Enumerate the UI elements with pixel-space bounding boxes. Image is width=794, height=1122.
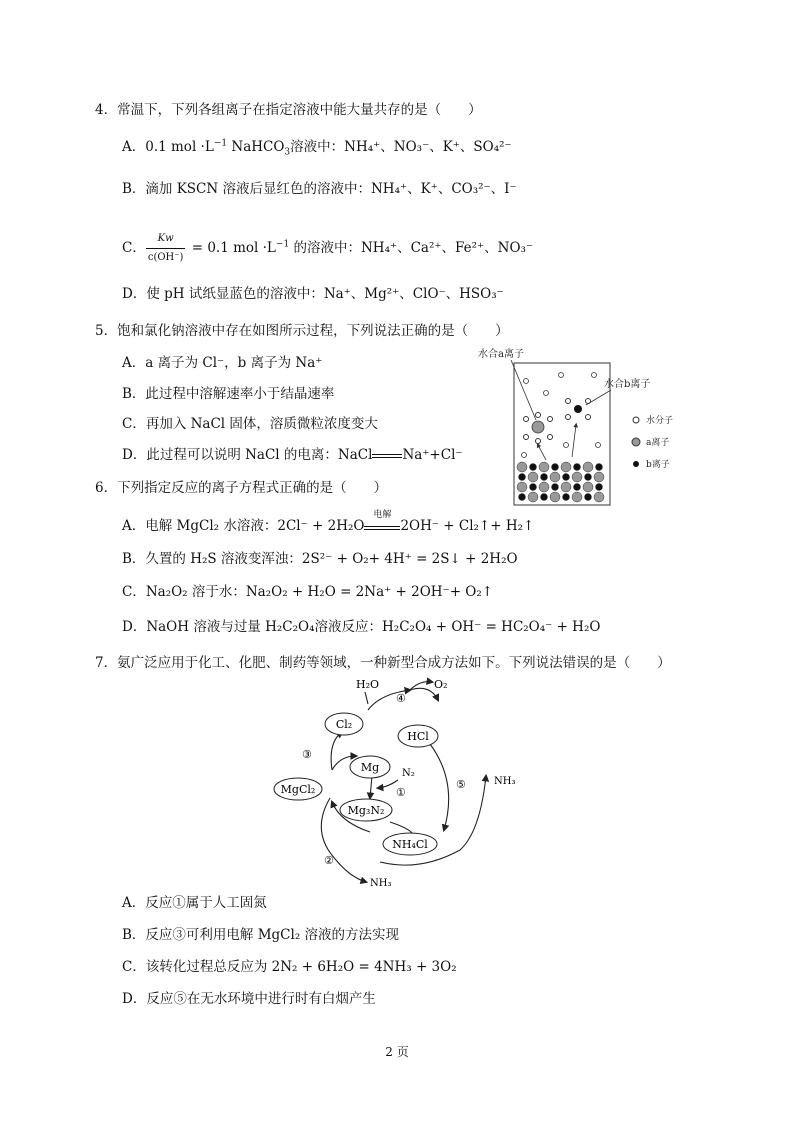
reversible-sign [372, 454, 402, 458]
q7-option-a: A．反应①属于人工固氮 [122, 895, 267, 911]
arrow-mg-to-mg3n2 [370, 776, 372, 798]
legend-b-icon [633, 461, 639, 467]
q6-option-c: C．Na₂O₂ 溶于水：Na₂O₂ + H₂O = 2Na⁺ + 2OH⁻+ O₂↑ [122, 584, 494, 600]
label-mgcl2: MgCl₂ [280, 783, 316, 796]
lattice-b-ion [530, 464, 537, 471]
lattice-a-ion [528, 492, 538, 502]
legend-a-icon [632, 438, 640, 446]
q6-stem: 6．下列指定反应的离子方程式正确的是（ ） [95, 480, 388, 496]
q5-option-b: B．此过程中溶解速率小于结晶速率 [122, 386, 335, 402]
lattice-a-ion [528, 472, 538, 482]
label-cl2: Cl₂ [335, 718, 353, 731]
label-nh3-bottom: NH₃ [370, 878, 392, 889]
label-nh4cl: NH₄Cl [392, 838, 428, 851]
lattice-b-ion [596, 484, 603, 491]
lattice-b-ion [596, 464, 603, 471]
legend-water: 水分子 [646, 416, 674, 426]
label-step5: ⑤ [456, 778, 466, 791]
label-hcl: HCl [407, 730, 429, 743]
q5-option-d: D．此过程可以说明 NaCl 的电离：NaCl Na⁺+Cl⁻ [122, 447, 463, 463]
label-hydrated-a: 水合a离子 [478, 349, 524, 360]
q5-option-a: A．a 离子为 Cl⁻，b 离子为 Na⁺ [122, 355, 323, 371]
lattice-b-ion [585, 474, 592, 481]
lattice-a-ion [539, 482, 549, 492]
dissolve-arrow-a [538, 445, 546, 460]
page-number: 2 页 [385, 1045, 409, 1059]
lattice-b-ion [585, 494, 592, 501]
q5-option-c: C．再加入 NaCl 固体，溶质微粒浓度变大 [122, 416, 378, 432]
lattice-b-ion [519, 474, 526, 481]
lattice-a-ion [594, 472, 604, 482]
lattice-a-ion [583, 482, 593, 492]
arrow-n2-in [378, 780, 398, 788]
hydrated-b-ion [566, 399, 591, 420]
nacl-crystal-lattice [517, 462, 604, 502]
lattice-b-ion [552, 484, 559, 491]
lattice-b-ion [541, 494, 548, 501]
lattice-a-ion [572, 472, 582, 482]
lattice-a-ion [517, 482, 527, 492]
nacl-dissolution-figure [476, 345, 676, 510]
q4-stem: 4．常温下，下列各组离子在指定溶液中能大量共存的是（ ） [95, 102, 482, 118]
arrow-hcl-to-nh4cl [430, 744, 449, 830]
lattice-b-ion [563, 474, 570, 481]
label-o2: O₂ [434, 678, 448, 691]
label-nh3-right: NH₃ [494, 776, 516, 787]
q4-option-d: D．使 pH 试纸显蓝色的溶液中：Na⁺、Mg²⁺、ClO⁻、HSO₃⁻ [122, 286, 504, 302]
lattice-b-ion [519, 494, 526, 501]
legend-b: b离子 [646, 460, 670, 470]
lattice-b-ion [541, 474, 548, 481]
q4-option-b: B．滴加 KSCN 溶液后显红色的溶液中：NH₄⁺、K⁺、CO₃²⁻、I⁻ [122, 181, 517, 197]
lattice-a-ion [594, 492, 604, 502]
q6-option-b: B．久置的 H₂S 溶液变浑浊：2S²⁻ + O₂+ 4H⁺ = 2S↓ + 2H₂O [122, 551, 518, 567]
q7-stem: 7．氨广泛应用于化工、化肥、制药等领域，一种新型合成方法如下。下列说法错误的是（ ） [95, 655, 671, 671]
electrolysis-sign: 电解 [364, 519, 400, 530]
lattice-a-ion [550, 492, 560, 502]
label-h2o: H₂O [356, 678, 380, 691]
lattice-a-ion [550, 472, 560, 482]
q5-stem: 5．饱和氯化钠溶液中存在如图所示过程，下列说法正确的是（ ） [95, 323, 509, 339]
label-step1: ① [396, 786, 406, 799]
lattice-a-ion [539, 462, 549, 472]
pointer-a [511, 360, 536, 420]
hydrated-a-ion [524, 413, 553, 444]
label-mg3n2: Mg₃N₂ [347, 804, 385, 817]
lattice-b-ion [574, 464, 581, 471]
lattice-a-ion [572, 492, 582, 502]
label-step2: ② [324, 854, 334, 867]
q7-option-b: B．反应③可利用电解 MgCl₂ 溶液的方法实现 [122, 927, 400, 943]
lattice-b-ion [563, 494, 570, 501]
q7-option-c: C．该转化过程总反应为 2N₂ + 6H₂O = 4NH₃ + 3O₂ [122, 959, 457, 975]
lattice-a-ion [583, 462, 593, 472]
label-hydrated-b: 水合b离子 [604, 379, 651, 390]
q7-option-d: D．反应⑤在无水环境中进行时有白烟产生 [122, 991, 376, 1007]
lattice-a-ion [517, 462, 527, 472]
q6-option-a: A．电解 MgCl₂ 水溶液：2Cl⁻ + 2H₂O 电解 2OH⁻ + Cl₂↑+ H₂↑ [122, 510, 535, 534]
ammonia-synthesis-cycle [270, 672, 540, 894]
q4-option-a: A．0.1 mol $\cdot L^{-1}$ NaHCO$_3$溶液中：NH₄⁺、NO₃⁻、K⁺、SO₄²⁻ [122, 138, 512, 158]
lattice-b-ion [552, 464, 559, 471]
label-n2: N₂ [402, 768, 415, 779]
h2o-stem [365, 692, 368, 704]
dissolve-arrow-b [572, 425, 576, 457]
label-step4: ④ [396, 692, 406, 705]
q4-option-c: C． $\frac{Kw}{c(OH^-)}$ = 0.1 mol $\cdot L^{-1}$ 的溶液中：NH₄⁺、Ca²⁺、Fe²⁺、NO₃⁻ [122, 230, 533, 267]
legend-water-icon [633, 417, 639, 423]
lattice-b-ion [530, 484, 537, 491]
legend-a: a离子 [646, 438, 670, 448]
label-step3: ③ [302, 748, 312, 761]
lattice-a-ion [561, 482, 571, 492]
label-mg: Mg [360, 761, 380, 774]
q6-option-d: D．NaOH 溶液与过量 H₂C₂O₄溶液反应：H₂C₂O₄ + OH⁻ = HC₂O₄⁻ + H₂O [122, 619, 601, 635]
lattice-a-ion [561, 462, 571, 472]
kw-fraction: $\frac{Kw}{c(OH^-)}$ [146, 230, 186, 267]
lattice-b-ion [574, 484, 581, 491]
